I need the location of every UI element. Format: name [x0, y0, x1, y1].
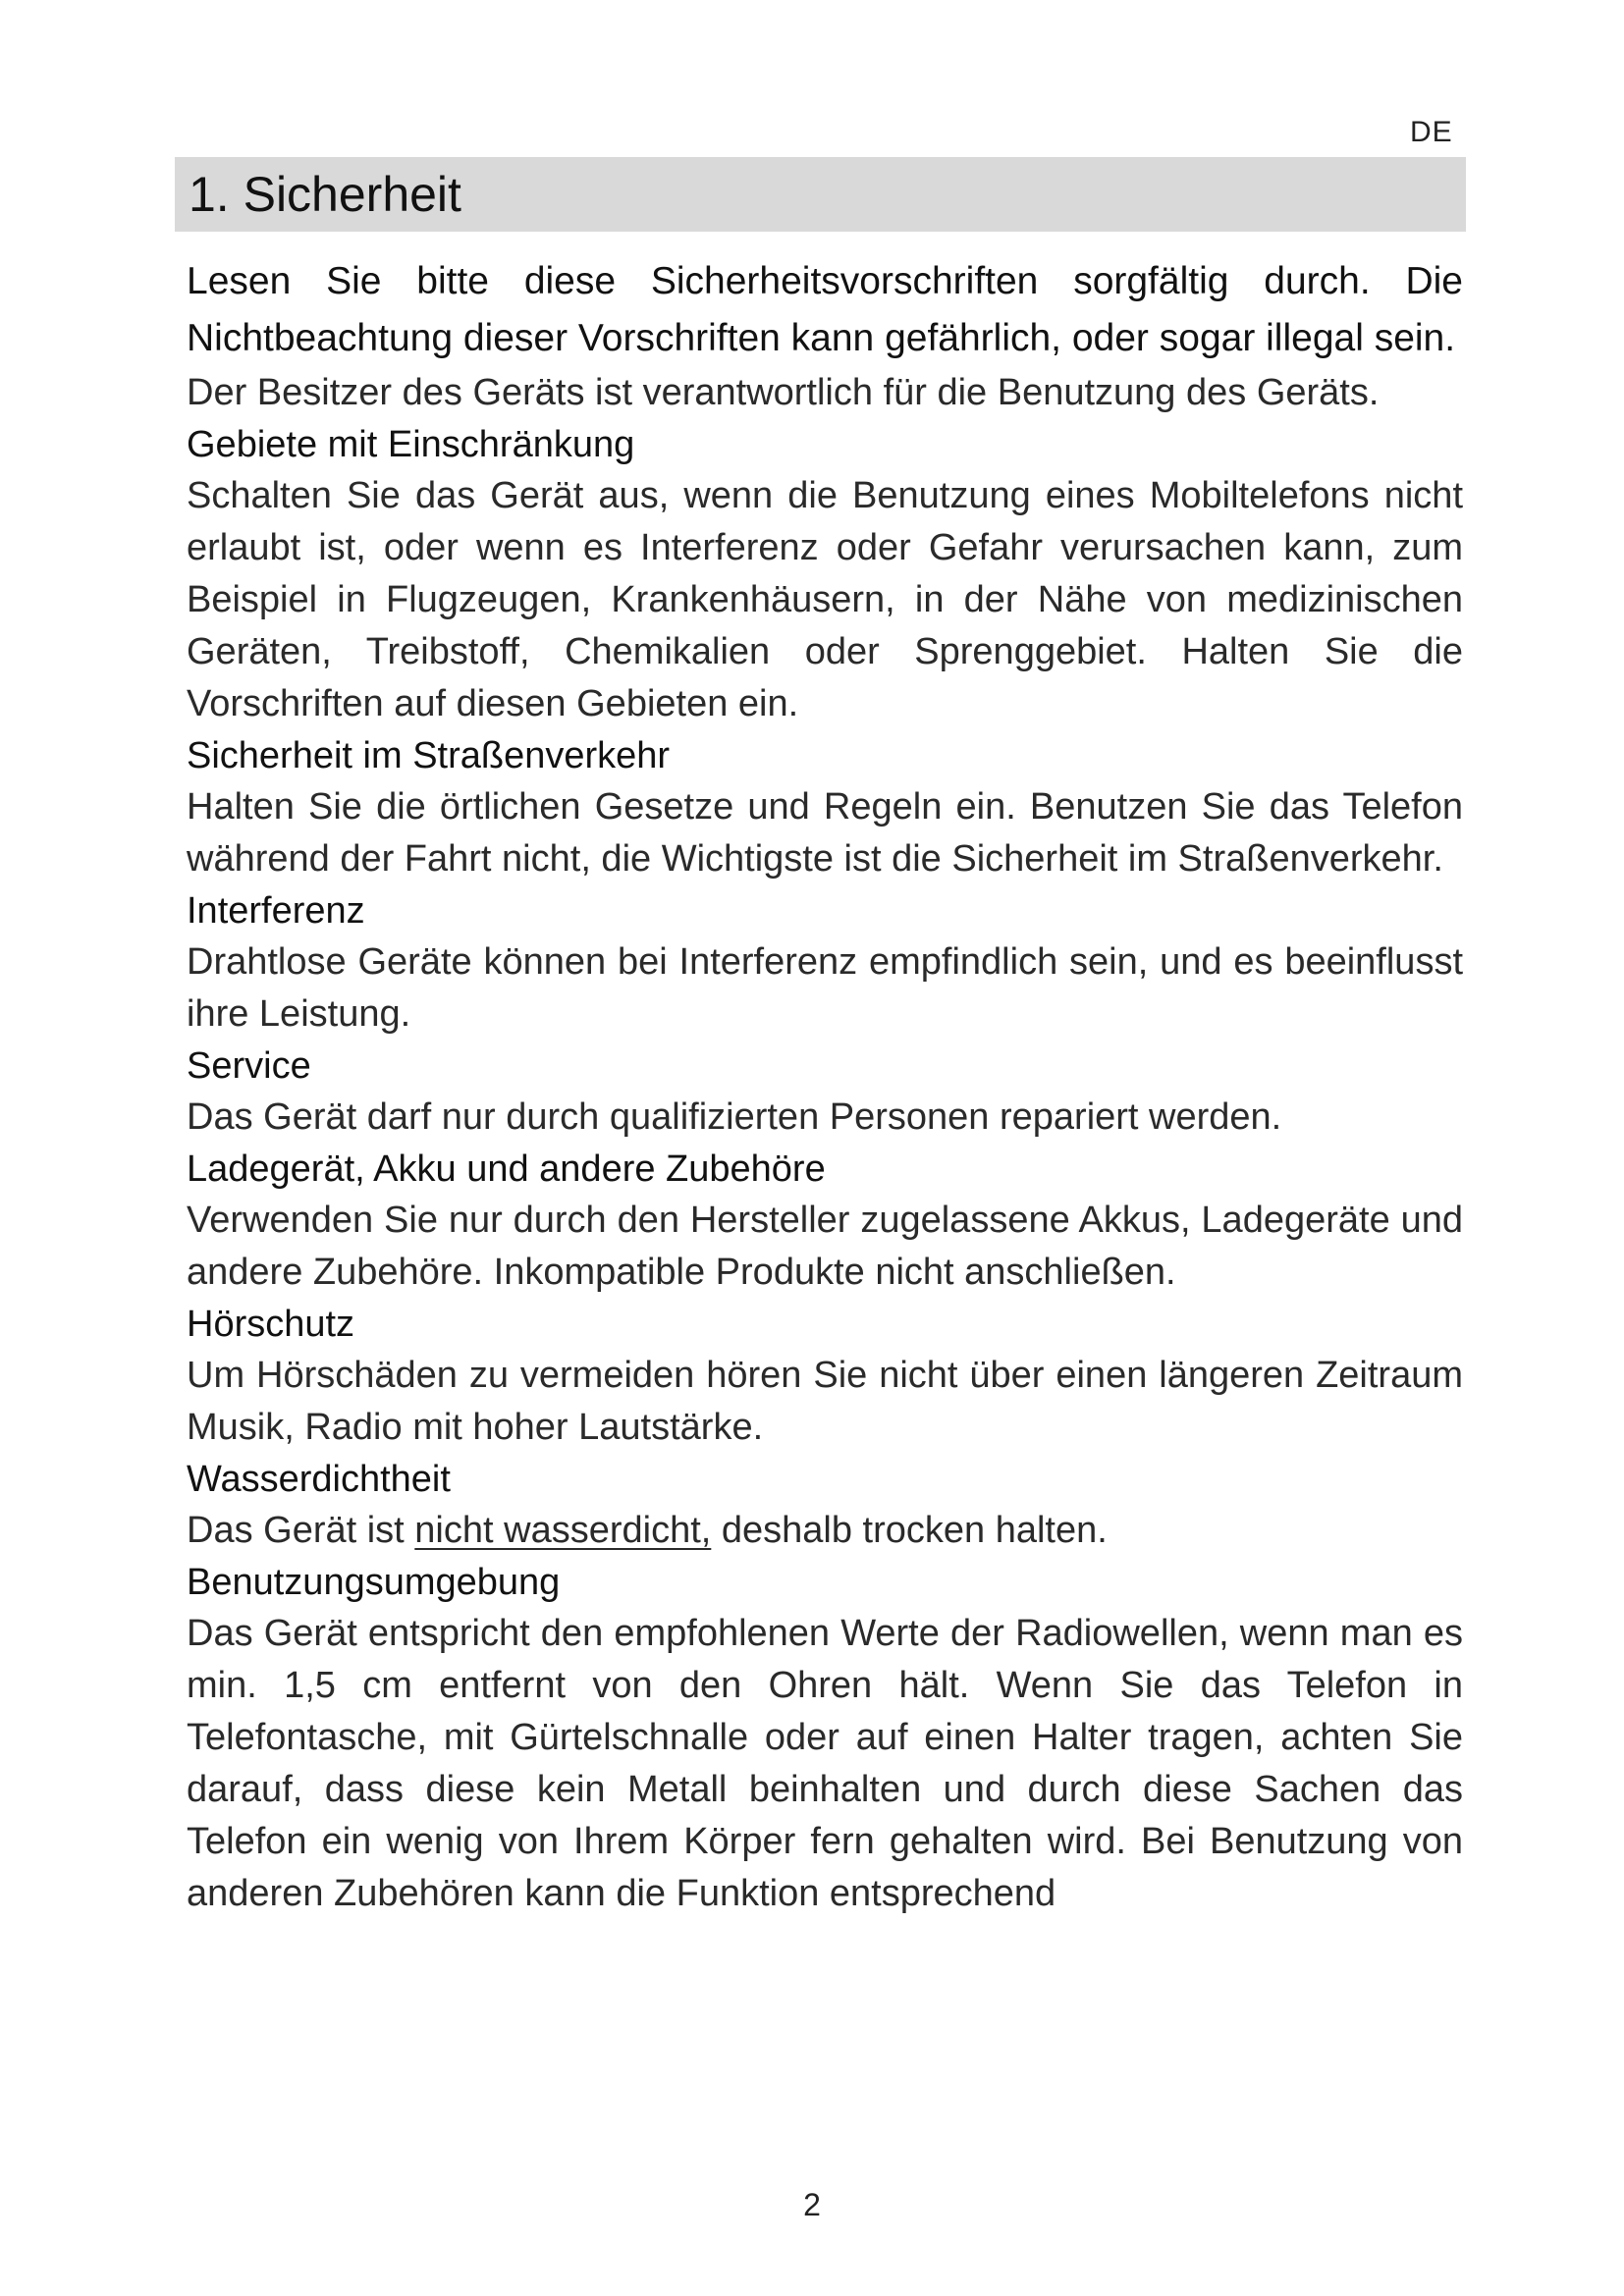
- section-restricted-areas: [187, 419, 1463, 730]
- section-text: Das Gerät darf nur durch qualifizierten Personen repariert werden.: [187, 1096, 1282, 1138]
- section-hearing-protection: [187, 1299, 1463, 1454]
- section-water-resistance: [187, 1454, 1463, 1557]
- section-text: Das Gerät entspricht den empfohlenen Werte der Radiowellen, wenn man es min. 1,5 cm entfernt von den Ohren hält. Wenn Sie das Telefon in Telefontasche, mit Gürtelschnalle oder auf einen Halter tragen, achten Sie darauf, dass diese kein Metall beinhalten und durch diese Sachen das Telefon ein wenig von Ihrem Körper fern gehalten wird. Bei Benutzung von anderen Zubehören kann die Funktion entsprechend: [187, 1613, 1463, 1914]
- section-text: Schalten Sie das Gerät aus, wenn die Benutzung eines Mobiltelefons nicht erlaubt ist, oder wenn es Interferenz oder Gefahr verursachen kann, zum Beispiel in Flugzeugen, Krankenhäusern, in der Nähe von medizinischen Geräten, Treibstoff, Chemikalien oder Sprenggebiet. Halten Sie die Vorschriften auf diesen Gebieten ein.: [187, 475, 1463, 724]
- section-road-safety: [187, 730, 1463, 885]
- section-heading: Ladegerät, Akku und andere Zubehöre: [187, 1148, 826, 1190]
- section-heading: Wasserdichtheit: [187, 1459, 451, 1500]
- page-title: 1. Sicherheit: [189, 167, 461, 222]
- section-text: Halten Sie die örtlichen Gesetze und Regeln ein. Benutzen Sie das Telefon während der Fahrt nicht, die Wichtigste ist die Sicherheit im Straßenverkehr.: [187, 786, 1463, 880]
- section-service: [187, 1041, 1463, 1144]
- text-before: Das Gerät ist: [187, 1510, 415, 1551]
- section-title-bar: [175, 157, 1466, 232]
- owner-responsibility-paragraph: Der Besitzer des Geräts ist verantwortlich für die Benutzung des Geräts.: [187, 372, 1380, 413]
- section-heading: Interferenz: [187, 890, 365, 932]
- page-number: 2: [803, 2187, 821, 2222]
- section-text: Drahtlose Geräte können bei Interferenz empfindlich sein, und es beeinflusst ihre Leistung.: [187, 941, 1463, 1035]
- section-heading: Gebiete mit Einschränkung: [187, 424, 635, 465]
- intro-block: [187, 253, 1463, 419]
- underlined-warning: nicht wasserdicht,: [414, 1510, 712, 1551]
- section-charger-accessories: [187, 1144, 1463, 1299]
- section-heading: Sicherheit im Straßenverkehr: [187, 735, 671, 776]
- section-heading: Benutzungsumgebung: [187, 1562, 561, 1603]
- section-heading: Hörschutz: [187, 1304, 355, 1345]
- intro-lead-paragraph: Lesen Sie bitte diese Sicherheitsvorschriften sorgfältig durch. Die Nichtbeachtung dieser Vorschriften kann gefährlich, oder sogar illegal sein.: [187, 260, 1463, 359]
- section-text: [187, 1505, 1463, 1557]
- section-text: Verwenden Sie nur durch den Hersteller zugelassene Akkus, Ladegeräte und andere Zubehöre. Inkompatible Produkte nicht anschließen.: [187, 1200, 1463, 1293]
- section-usage-environment: [187, 1557, 1463, 1920]
- section-text: Um Hörschäden zu vermeiden hören Sie nicht über einen längeren Zeitraum Musik, Radio mit hoher Lautstärke.: [187, 1355, 1463, 1448]
- section-interference: [187, 885, 1463, 1041]
- section-heading: Service: [187, 1045, 311, 1087]
- document-body: [187, 253, 1463, 1920]
- text-after: deshalb trocken halten.: [711, 1510, 1108, 1551]
- language-tag: DE: [1410, 116, 1453, 148]
